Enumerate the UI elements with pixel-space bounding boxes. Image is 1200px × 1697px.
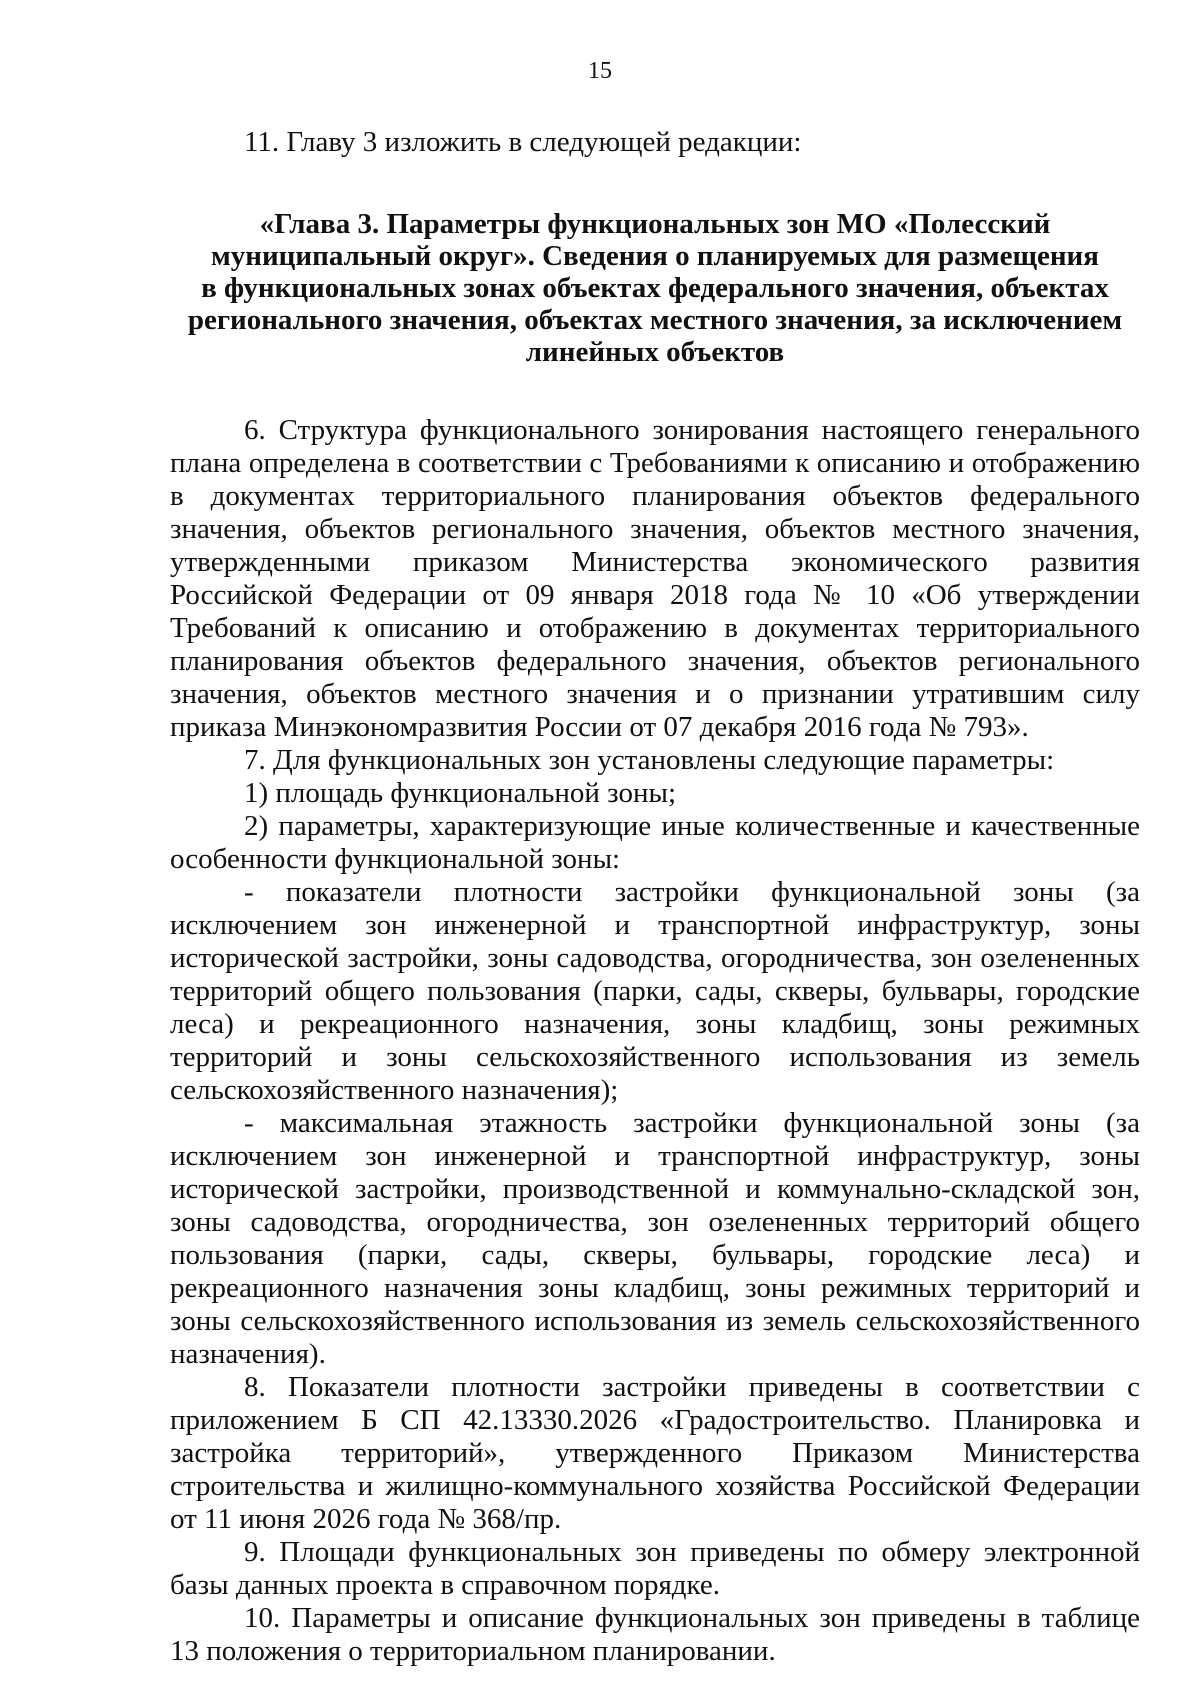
paragraph-7: 7. Для функциональных зон установлены следующие параметры:	[244, 744, 1055, 776]
paragraph-7-item-2: 2) параметры, характеризующие иные количественные и качественные особенности функциональной зоны:	[170, 810, 1140, 875]
paragraph-7-item-2-density: - показатели плотности застройки функциональной зоны (за исключением зон инженерной и транспортной инфраструктур, зоны исторической застройки, зоны садоводства, огородничества, зон озелененных территорий общего пользования (парки, сады, скверы, бульвары, городские леса) и рекреационного назначения, зоны кладбищ, зоны режимных территорий и зоны сельскохозяйственного использования из земель сельскохозяйственного назначения);	[170, 876, 1140, 1106]
paragraph-10: 10. Параметры и описание функциональных зон приведены в таблице 13 положения о территориальном планировании.	[170, 1602, 1140, 1667]
paragraph-7-item-1: 1) площадь функциональной зоны;	[244, 777, 677, 809]
chapter-title-line: в функциональных зонах объектах федерального значения, объектах	[201, 272, 1109, 304]
chapter-title-line: регионального значения, объектах местного значения, за исключением	[187, 304, 1123, 336]
paragraph-6: 6. Структура функционального зонирования настоящего генерального плана определена в соответствии с Требованиями к описанию и отображению в документах территориального планирования объектов федерального значения, объектов регионального значения, объектов местного значения, утвержденными приказом Министерства экономического развития Российской Федерации от 09 января 2018 года № 10 «Об утверждении Требований к описанию и отображению в документах территориального планирования объектов федерального значения, объектов регионального значения, объектов местного значения и о признании утратившим силу приказа Минэкономразвития России от 07 декабря 2016 года № 793».	[170, 414, 1140, 743]
chapter-title	[170, 208, 1140, 368]
paragraph-8: 8. Показатели плотности застройки приведены в соответствии с приложением Б СП 42.13330.2026 «Градостроительство. Планировка и застройка территорий», утвержденного Приказом Министерства строительства и жилищно-коммунального хозяйства Российской Федерации от 11 июня 2026 года № 368/пр.	[170, 1371, 1140, 1535]
page-number: 15	[588, 58, 612, 84]
paragraph-7-item-2-floors: - максимальная этажность застройки функциональной зоны (за исключением зон инженерной и транспортной инфраструктур, зоны исторической застройки, производственной и коммунально-складской зон, зоны садоводства, огородничества, зон озелененных территорий общего пользования (парки, сады, скверы, бульвары, городские леса) и рекреационного назначения зоны кладбищ, зоны режимных территорий и зоны сельскохозяйственного использования из земель сельскохозяйственного назначения).	[170, 1107, 1140, 1370]
document-body	[170, 126, 1140, 1668]
chapter-title-line: «Глава 3. Параметры функциональных зон МО «Полесский	[259, 208, 1051, 240]
chapter-title-line: линейных объектов	[525, 336, 785, 368]
chapter-title-line: муниципальный округ». Сведения о планируемых для размещения	[211, 240, 1099, 272]
paragraph-9: 9. Площади функциональных зон приведены по обмеру электронной базы данных проекта в справочном порядке.	[170, 1536, 1140, 1601]
intro-paragraph: 11. Главу 3 изложить в следующей редакции:	[244, 126, 802, 158]
